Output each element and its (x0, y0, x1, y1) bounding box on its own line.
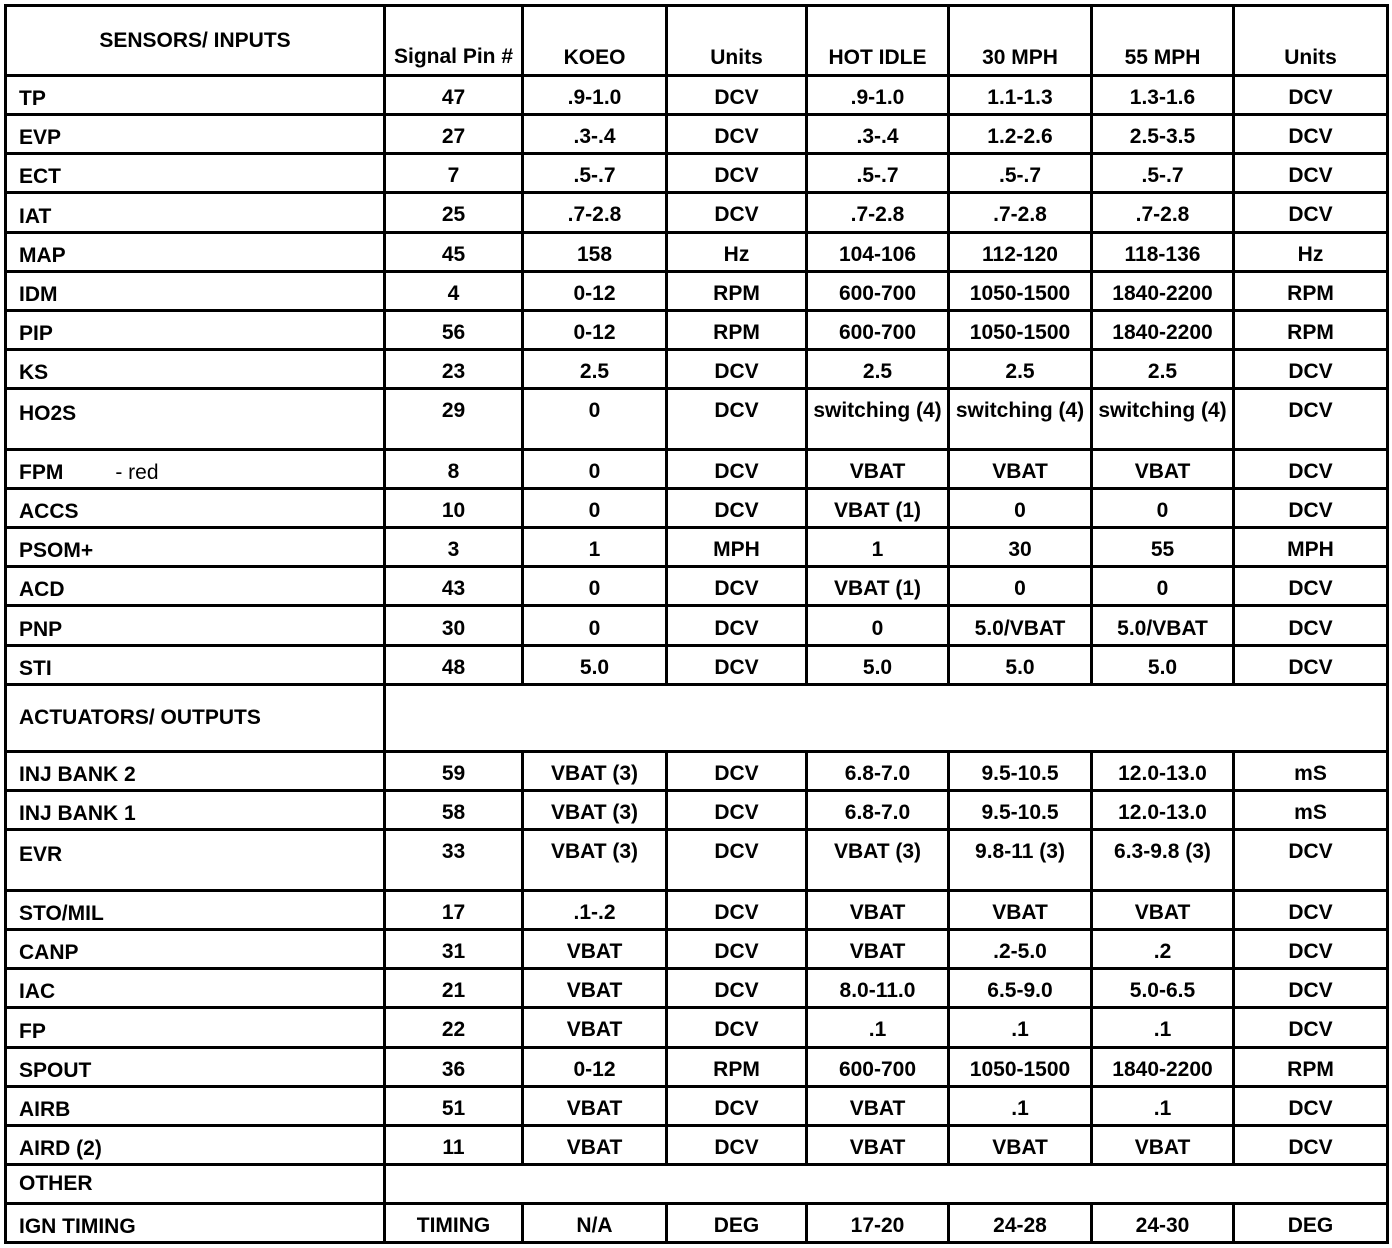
hot-idle-cell: .5-.7 (807, 154, 949, 193)
mph-30-cell: 1.1-1.3 (949, 76, 1092, 115)
koeo-cell: 1 (523, 528, 667, 567)
koeo-cell: 0-12 (523, 1047, 667, 1086)
koeo-cell: 0 (523, 606, 667, 645)
signal-pin-cell: 22 (385, 1008, 523, 1047)
mph-55-cell: 12.0-13.0 (1092, 751, 1234, 790)
signal-pin-cell: 51 (385, 1086, 523, 1125)
mph-55-cell: .5-.7 (1092, 154, 1234, 193)
koeo-cell: 2.5 (523, 349, 667, 388)
table-row (6, 232, 1388, 271)
mph-30-cell: 1.2-2.6 (949, 115, 1092, 154)
koeo-cell: .9-1.0 (523, 76, 667, 115)
table-row (6, 1203, 1388, 1242)
header-units-2: Units (1234, 6, 1388, 76)
mph-55-cell: 0 (1092, 567, 1234, 606)
signal-pin-cell: 27 (385, 115, 523, 154)
units-cell: DCV (1234, 1125, 1388, 1164)
table-row (6, 310, 1388, 349)
mph-55-cell: .1 (1092, 1086, 1234, 1125)
hot-idle-cell: 5.0 (807, 645, 949, 684)
units-cell: DCV (667, 1008, 807, 1047)
signal-pin-cell: 8 (385, 449, 523, 488)
other-section-row (6, 1164, 1388, 1203)
row-label: EVP (19, 126, 62, 150)
row-label: CANP (19, 941, 79, 965)
mph-55-cell: 6.3-9.8 (3) (1092, 830, 1234, 891)
mph-30-cell: .1 (949, 1086, 1092, 1125)
mph-30-cell: 0 (949, 567, 1092, 606)
header-hot-idle: HOT IDLE (807, 6, 949, 76)
units-cell: DCV (1234, 645, 1388, 684)
hot-idle-cell: .9-1.0 (807, 76, 949, 115)
units-cell: DCV (667, 606, 807, 645)
units-cell: DCV (1234, 193, 1388, 232)
actuators-section-heading: ACTUATORS/ OUTPUTS (6, 684, 385, 751)
koeo-cell: .1-.2 (523, 891, 667, 930)
hot-idle-cell: 600-700 (807, 1047, 949, 1086)
signal-pin-cell: 21 (385, 969, 523, 1008)
koeo-cell: VBAT (523, 1086, 667, 1125)
hot-idle-cell: VBAT (807, 930, 949, 969)
units-cell: DCV (667, 76, 807, 115)
hot-idle-cell: 2.5 (807, 349, 949, 388)
row-label-cell (6, 1086, 385, 1125)
table-row (6, 193, 1388, 232)
mph-30-cell: 1050-1500 (949, 310, 1092, 349)
table-row (6, 606, 1388, 645)
row-label-cell (6, 606, 385, 645)
signal-pin-cell: 17 (385, 891, 523, 930)
row-label-cell (6, 349, 385, 388)
units-cell: DCV (667, 567, 807, 606)
units-cell: DCV (667, 154, 807, 193)
hot-idle-cell: 1 (807, 528, 949, 567)
row-label-cell (6, 389, 385, 450)
hot-idle-cell: 17-20 (807, 1203, 949, 1242)
row-label: ACD (19, 578, 65, 602)
mph-30-cell: 6.5-9.0 (949, 969, 1092, 1008)
row-label-cell (6, 193, 385, 232)
units-cell: DCV (667, 969, 807, 1008)
signal-pin-cell: 10 (385, 489, 523, 528)
units-cell: DCV (667, 891, 807, 930)
mph-55-cell: 5.0 (1092, 645, 1234, 684)
row-label-cell (6, 76, 385, 115)
row-label: PNP (19, 617, 63, 641)
koeo-cell: 0 (523, 567, 667, 606)
mph-55-cell: 24-30 (1092, 1203, 1234, 1242)
units-cell: DCV (1234, 76, 1388, 115)
koeo-cell: 0-12 (523, 310, 667, 349)
hot-idle-cell: 0 (807, 606, 949, 645)
hot-idle-cell: 6.8-7.0 (807, 790, 949, 829)
table-row (6, 528, 1388, 567)
units-cell: MPH (1234, 528, 1388, 567)
row-label: EVR (19, 843, 63, 867)
mph-55-cell: 5.0-6.5 (1092, 969, 1234, 1008)
units-cell: MPH (667, 528, 807, 567)
actuators-section-blank-cell (385, 684, 1388, 751)
mph-55-cell: 2.5 (1092, 349, 1234, 388)
other-section-blank-cell (385, 1164, 1388, 1203)
mph-30-cell: VBAT (949, 449, 1092, 488)
mph-30-cell: .5-.7 (949, 154, 1092, 193)
units-cell: DCV (1234, 567, 1388, 606)
hot-idle-cell: .1 (807, 1008, 949, 1047)
hot-idle-cell: VBAT (807, 891, 949, 930)
hot-idle-cell: switching (4) (807, 389, 949, 450)
table-row (6, 1008, 1388, 1047)
row-label: HO2S (19, 402, 77, 425)
units-cell: DCV (667, 930, 807, 969)
units-cell: mS (1234, 790, 1388, 829)
mph-30-cell: 9.8-11 (3) (949, 830, 1092, 891)
table-row (6, 930, 1388, 969)
units-cell: RPM (667, 271, 807, 310)
table-row (6, 751, 1388, 790)
signal-pin-cell: 43 (385, 567, 523, 606)
units-cell: RPM (667, 310, 807, 349)
units-cell: DCV (667, 193, 807, 232)
units-cell: DCV (667, 645, 807, 684)
koeo-cell: 0 (523, 449, 667, 488)
signal-pin-cell: 59 (385, 751, 523, 790)
koeo-cell: VBAT (523, 930, 667, 969)
table-row (6, 969, 1388, 1008)
mph-30-cell: .1 (949, 1008, 1092, 1047)
signal-pin-cell: 45 (385, 232, 523, 271)
mph-55-cell: 0 (1092, 489, 1234, 528)
signal-pin-cell: 58 (385, 790, 523, 829)
hot-idle-cell: 104-106 (807, 232, 949, 271)
row-label-cell (6, 1047, 385, 1086)
units-cell: DCV (667, 751, 807, 790)
koeo-cell: N/A (523, 1203, 667, 1242)
koeo-cell: VBAT (3) (523, 751, 667, 790)
row-label: KS (19, 361, 49, 384)
koeo-cell: .3-.4 (523, 115, 667, 154)
units-cell: DCV (1234, 389, 1388, 450)
hot-idle-cell: 600-700 (807, 271, 949, 310)
row-label: TP (19, 87, 46, 111)
units-cell: DCV (1234, 154, 1388, 193)
row-label-cell (6, 154, 385, 193)
row-label: AIRD (2) (19, 1136, 102, 1160)
table-row (6, 1047, 1388, 1086)
table-row (6, 115, 1388, 154)
header-sensors-inputs: SENSORS/ INPUTS (6, 6, 385, 76)
row-label: INJ BANK 1 (19, 802, 136, 826)
row-label: PSOM+ (19, 539, 94, 563)
mph-30-cell: VBAT (949, 1125, 1092, 1164)
mph-30-cell: 1050-1500 (949, 1047, 1092, 1086)
koeo-cell: VBAT (523, 1125, 667, 1164)
row-label: IDM (19, 282, 58, 306)
mph-30-cell: 2.5 (949, 349, 1092, 388)
units-cell: DCV (667, 449, 807, 488)
units-cell: RPM (667, 1047, 807, 1086)
row-label: AIRB (19, 1097, 71, 1121)
koeo-cell: .7-2.8 (523, 193, 667, 232)
mph-55-cell: VBAT (1092, 1125, 1234, 1164)
mph-30-cell: 5.0 (949, 645, 1092, 684)
header-units-1: Units (667, 6, 807, 76)
units-cell: RPM (1234, 1047, 1388, 1086)
units-cell: DCV (1234, 930, 1388, 969)
signal-pin-cell: 11 (385, 1125, 523, 1164)
table-row (6, 790, 1388, 829)
signal-pin-cell: 25 (385, 193, 523, 232)
mph-55-cell: .1 (1092, 1008, 1234, 1047)
row-label: PIP (19, 321, 53, 345)
mph-55-cell: 12.0-13.0 (1092, 790, 1234, 829)
table-row (6, 449, 1388, 488)
hot-idle-cell: 600-700 (807, 310, 949, 349)
units-cell: DCV (1234, 489, 1388, 528)
units-cell: RPM (1234, 310, 1388, 349)
row-label-cell (6, 969, 385, 1008)
koeo-cell: 5.0 (523, 645, 667, 684)
hot-idle-cell: VBAT (807, 1125, 949, 1164)
hot-idle-cell: 8.0-11.0 (807, 969, 949, 1008)
mph-55-cell: 55 (1092, 528, 1234, 567)
sensor-values-table (4, 4, 1389, 1244)
row-label-cell (6, 115, 385, 154)
row-label-cell (6, 1203, 385, 1242)
units-cell: DEG (667, 1203, 807, 1242)
units-cell: DCV (667, 489, 807, 528)
mph-30-cell: .2-5.0 (949, 930, 1092, 969)
mph-55-cell: 1840-2200 (1092, 271, 1234, 310)
other-section-heading: OTHER (6, 1164, 385, 1203)
signal-pin-cell: 23 (385, 349, 523, 388)
row-label-cell (6, 751, 385, 790)
koeo-cell: VBAT (3) (523, 790, 667, 829)
mph-30-cell: 9.5-10.5 (949, 790, 1092, 829)
units-cell: DCV (1234, 115, 1388, 154)
actuators-section-row (6, 684, 1388, 751)
units-cell: RPM (1234, 271, 1388, 310)
units-cell: Hz (667, 232, 807, 271)
hot-idle-cell: VBAT (3) (807, 830, 949, 891)
row-label-cell (6, 232, 385, 271)
hot-idle-cell: VBAT (807, 1086, 949, 1125)
row-label-note: - red (115, 461, 159, 485)
signal-pin-cell: 47 (385, 76, 523, 115)
signal-pin-cell: 7 (385, 154, 523, 193)
units-cell: DEG (1234, 1203, 1388, 1242)
koeo-cell: 0-12 (523, 271, 667, 310)
units-cell: Hz (1234, 232, 1388, 271)
mph-30-cell: 24-28 (949, 1203, 1092, 1242)
mph-30-cell: switching (4) (949, 389, 1092, 450)
mph-55-cell: 118-136 (1092, 232, 1234, 271)
table-row (6, 154, 1388, 193)
row-label-cell (6, 489, 385, 528)
units-cell: DCV (1234, 1008, 1388, 1047)
row-label-cell (6, 271, 385, 310)
row-label-cell (6, 449, 385, 488)
units-cell: mS (1234, 751, 1388, 790)
header-30-mph: 30 MPH (949, 6, 1092, 76)
units-cell: DCV (667, 790, 807, 829)
units-cell: DCV (1234, 449, 1388, 488)
hot-idle-cell: VBAT (807, 449, 949, 488)
row-label: MAP (19, 243, 66, 267)
mph-55-cell: 1.3-1.6 (1092, 76, 1234, 115)
row-label-cell (6, 891, 385, 930)
koeo-cell: VBAT (523, 969, 667, 1008)
signal-pin-cell: 3 (385, 528, 523, 567)
row-label: IGN TIMING (19, 1215, 136, 1238)
mph-55-cell: 1840-2200 (1092, 310, 1234, 349)
mph-30-cell: .7-2.8 (949, 193, 1092, 232)
row-label-cell (6, 830, 385, 891)
row-label: IAC (19, 980, 56, 1004)
mph-55-cell: VBAT (1092, 449, 1234, 488)
units-cell: DCV (1234, 969, 1388, 1008)
row-label: STO/MIL (19, 902, 104, 926)
units-cell: DCV (667, 115, 807, 154)
units-cell: DCV (667, 389, 807, 450)
hot-idle-cell: .7-2.8 (807, 193, 949, 232)
signal-pin-cell: 33 (385, 830, 523, 891)
units-cell: DCV (1234, 830, 1388, 891)
mph-30-cell: 9.5-10.5 (949, 751, 1092, 790)
koeo-cell: VBAT (3) (523, 830, 667, 891)
table-row (6, 891, 1388, 930)
mph-30-cell: 0 (949, 489, 1092, 528)
units-cell: DCV (667, 1125, 807, 1164)
table-row (6, 76, 1388, 115)
row-label-cell (6, 567, 385, 606)
sensor-values-sheet (4, 4, 1386, 1244)
row-label-cell (6, 790, 385, 829)
header-koeo: KOEO (523, 6, 667, 76)
mph-55-cell: .7-2.8 (1092, 193, 1234, 232)
table-row (6, 271, 1388, 310)
row-label: FP (19, 1019, 46, 1043)
signal-pin-cell: 30 (385, 606, 523, 645)
signal-pin-cell: 36 (385, 1047, 523, 1086)
hot-idle-cell: VBAT (1) (807, 489, 949, 528)
table-row (6, 1125, 1388, 1164)
signal-pin-cell: 29 (385, 389, 523, 450)
row-label-cell (6, 528, 385, 567)
mph-55-cell: VBAT (1092, 891, 1234, 930)
units-cell: DCV (667, 349, 807, 388)
units-cell: DCV (1234, 891, 1388, 930)
signal-pin-cell: 4 (385, 271, 523, 310)
koeo-cell: VBAT (523, 1008, 667, 1047)
hot-idle-cell: .3-.4 (807, 115, 949, 154)
mph-55-cell: 5.0/VBAT (1092, 606, 1234, 645)
row-label: SPOUT (19, 1058, 92, 1082)
row-label-cell (6, 310, 385, 349)
signal-pin-cell: TIMING (385, 1203, 523, 1242)
row-label-cell (6, 645, 385, 684)
row-label: ACCS (19, 500, 79, 524)
table-row (6, 389, 1388, 450)
mph-55-cell: 2.5-3.5 (1092, 115, 1234, 154)
table-row (6, 830, 1388, 891)
mph-30-cell: VBAT (949, 891, 1092, 930)
mph-30-cell: 30 (949, 528, 1092, 567)
koeo-cell: 0 (523, 489, 667, 528)
table-row (6, 1086, 1388, 1125)
mph-55-cell: 1840-2200 (1092, 1047, 1234, 1086)
signal-pin-cell: 48 (385, 645, 523, 684)
signal-pin-cell: 31 (385, 930, 523, 969)
koeo-cell: 158 (523, 232, 667, 271)
table-row (6, 349, 1388, 388)
hot-idle-cell: VBAT (1) (807, 567, 949, 606)
mph-30-cell: 5.0/VBAT (949, 606, 1092, 645)
hot-idle-cell: 6.8-7.0 (807, 751, 949, 790)
koeo-cell: .5-.7 (523, 154, 667, 193)
table-row (6, 567, 1388, 606)
header-55-mph: 55 MPH (1092, 6, 1234, 76)
row-label: IAT (19, 204, 52, 228)
row-label: INJ BANK 2 (19, 762, 136, 786)
header-signal-pin: Signal Pin # (385, 6, 523, 76)
table-row (6, 489, 1388, 528)
mph-55-cell: .2 (1092, 930, 1234, 969)
header-row (6, 6, 1388, 76)
mph-30-cell: 112-120 (949, 232, 1092, 271)
units-cell: DCV (1234, 606, 1388, 645)
mph-55-cell: switching (4) (1092, 389, 1234, 450)
row-label-cell (6, 1008, 385, 1047)
row-label-cell (6, 930, 385, 969)
koeo-cell: 0 (523, 389, 667, 450)
units-cell: DCV (1234, 349, 1388, 388)
mph-30-cell: 1050-1500 (949, 271, 1092, 310)
table-row (6, 645, 1388, 684)
units-cell: DCV (1234, 1086, 1388, 1125)
row-label: STI (19, 656, 52, 680)
signal-pin-cell: 56 (385, 310, 523, 349)
units-cell: DCV (667, 830, 807, 891)
units-cell: DCV (667, 1086, 807, 1125)
row-label-cell (6, 1125, 385, 1164)
row-label: FPM (19, 461, 64, 485)
row-label: ECT (19, 165, 61, 189)
